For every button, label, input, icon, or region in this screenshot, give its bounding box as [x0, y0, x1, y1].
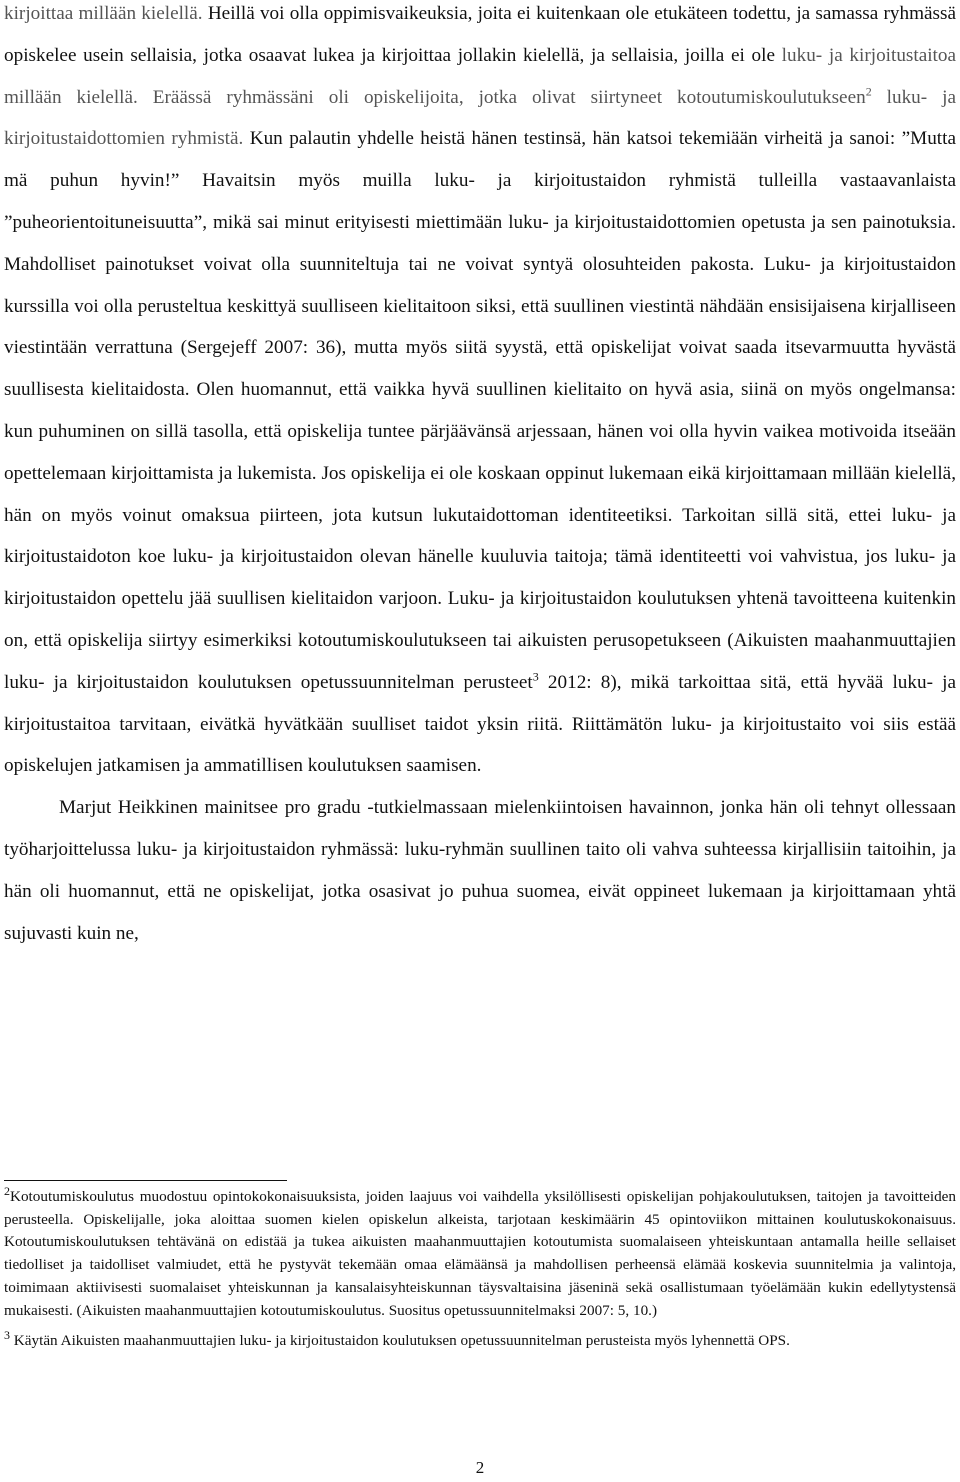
paragraph-continued	[4, 0, 956, 787]
text-run: Heillä voi olla oppimisvaikeuksia, joita ei kuitenkaan ole etukäteen todettu, ja samassa ryhmässä opiskelee usein sellaisia, jotka osaavat lukea ja kirjoittaa jollakin kielellä, ja sellaisia, joilla ei ole	[4, 3, 957, 66]
body-text	[4, 0, 956, 954]
footnote-3	[4, 1330, 956, 1353]
footnote-gap	[4, 1322, 956, 1330]
faded-text: luku- ja kirjoitustaidottomien ryhmistä.	[4, 86, 956, 150]
footnote-text: Käytän Aikuisten maahanmuuttajien luku- ja kirjoitustaidon koulutuksen opetussuunnitelman perusteista myös lyhennettä OPS.	[10, 1332, 790, 1350]
page-number: 2	[475, 1458, 485, 1477]
text-run: Kun palautin yhdelle heistä hänen testinsä, hän katsoi tekemiään virheitä ja sanoi: ”Mutta mä puhun hyvin!” Havaitsin myös muilla luku- ja kirjoitustaidon ryhmistä tulleilla vastaavanlaista ”puheorientoituneisuutta”, mikä sai minut erityisesti miettimään luku- ja kirjoitustaidottomien opetusta ja sen painotuksia. Mahdolliset painotukset voivat olla suunniteltuja tai ne voivat syntyä olosuhteiden pakosta. Luku- ja kirjoitustaidon kurssilla voi olla perusteltua keskittyä suulliseen kielitaitoon siksi, että suullinen viestintä nähdään ensisijaisena kirjalliseen viestintään verrattuna (Sergejeff 2007: 36), mutta myös siitä syystä, että opiskelijat voivat saada itsevarmuutta hyvästä suullisesta kielitaidosta. Olen huomannut, että vaikka hyvä suullinen kielitaito on hyvä asia, siinä on myös ongelmansa: kun puhuminen on sillä tasolla, että opiskelija tuntee pärjäävänsä arjessaan, hänen voi olla hyvin vaikea motivoida itseään opettelemaan kirjoittamista ja lukemista. Jos opiskelija ei ole koskaan oppinut lukemaan eikä kirjoittamaan millään kielellä, hän on myös voinut omaksua piirteen, jota kutsun lukutaidottoman identiteetiksi. Tarkoitan sillä sitä, ettei luku- ja kirjoitustaidoton koe luku- ja kirjoitustaidon olevan hänelle kuuluvia taitoja; tämä identiteetti voi vahvistua, jos luku- ja kirjoitustaidon opettelu jää suullisen kielitaidon varjoon. Luku- ja kirjoitustaidon koulutuksen yhtenä tavoitteena kuitenkin on, että opiskelija siirtyy esimerkiksi kotoutumiskoulutukseen tai aikuisten perusopetukseen (Aikuisten maahanmuuttajien luku- ja kirjoitustaidon koulutuksen opetussuunnitelman perusteet	[4, 128, 956, 693]
footnote-separator	[4, 1180, 287, 1181]
paragraph: Marjut Heikkinen mainitsee pro gradu -tutkielmassaan mielenkiintoisen havainnon, jonka hän oli tehnyt ollessaan työharjoittelussa luku- ja kirjoitustaidon ryhmässä: luku-ryhmän suullinen taito oli vahva suhteessa kirjallisiin taitoihin, ja hän oli huomannut, että ne opiskelijat, jotka osasivat jo puhua suomea, eivät oppineet lukemaan ja kirjoittamaan yhtä sujuvasti kuin ne,	[4, 797, 956, 944]
footnote-reference-3: 3	[532, 669, 539, 684]
footnote-2	[4, 1183, 956, 1322]
footnote-marker: 3	[4, 1328, 10, 1343]
footnote-text: Kotoutumiskoulutus muodostuu opintokokonaisuuksista, joiden laajuus voi vaihdella yksilöllisesti opiskelijan pohjakoulutuksen, taitojen ja tavoitteiden perusteella. Opiskelijalle, joka aloittaa suomen kielen opiskelun alkeista, tarjotaan keskimäärin 45 opintoviikon mittainen koulutuskokonaisuus. Kotoutumiskoulutuksen tehtävänä on edistää ja tukea aikuisten maahanmuuttajien kotoutumista suomalaiseen yhteiskuntaan antamalla heille sellaiset tiedolliset ja taidolliset valmiudet, että he pystyvät tekemään omaa elämäänsä ja mahdollisen perheensä elämää koskevia suunnitelmia ja valintoja, toimimaan aktiivisesti suomalaiset yhteiskunnan ja kansalaisyhteiskunnan täysvaltaisina jäseninä sekä osallistumaan työelämään kukin edellytystensä mukaisesti. (Aikuisten maahanmuuttajien kotoutumiskoulutus. Suositus opetussuunnitelmaksi 2007: 5, 10.)	[4, 1188, 956, 1319]
faded-text: luku- ja kirjoitustaitoa millään kielellä. Eräässä ryhmässäni oli opiskelijoita, jotka olivat siirtyneet kotoutumiskoulutukseen	[4, 44, 956, 108]
footnotes	[4, 1183, 956, 1353]
text-run: 2012: 8), mikä tarkoittaa sitä, että hyvää luku- ja kirjoitustaitoa tarvitaan, eivätkä hyvätkään suulliset taidot yksin riitä. Riittämätön luku- ja kirjoitustaito voi siis estää opiskelujen jatkamisen ja ammatillisen koulutuksen saamisen.	[4, 671, 956, 777]
footnote-reference-2: 2	[865, 84, 872, 99]
footnote-marker: 2	[4, 1183, 10, 1198]
faded-text: kirjoittaa millään kielellä.	[4, 3, 203, 24]
